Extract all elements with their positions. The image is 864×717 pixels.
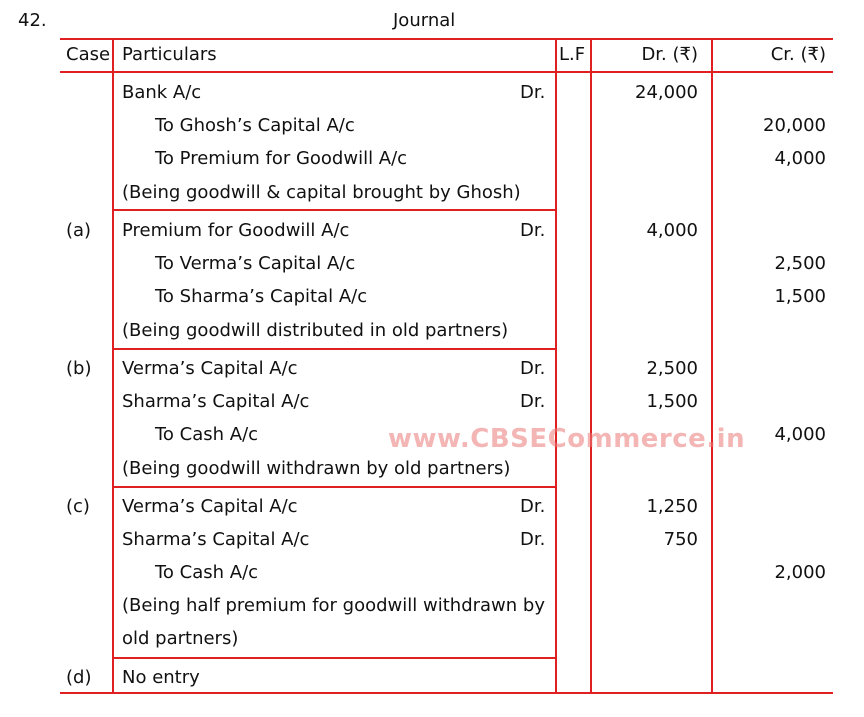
dr-marker: Dr.: [520, 496, 546, 517]
account-debit: Verma’s Capital A/c: [122, 358, 298, 379]
account-debit: Bank A/c: [122, 82, 202, 103]
account-credit: To Cash A/c: [155, 424, 259, 445]
header-lf: L.F: [559, 44, 586, 65]
case-label: (b): [66, 358, 92, 379]
debit-amount: 4,000: [646, 220, 698, 241]
account-debit: Verma’s Capital A/c: [122, 496, 298, 517]
dr-marker: Dr.: [520, 358, 546, 379]
debit-amount: 1,500: [646, 391, 698, 412]
credit-amount: 4,000: [774, 424, 826, 445]
header-case: Case: [66, 44, 111, 65]
debit-amount: 1,250: [646, 496, 698, 517]
narration: (Being goodwill distributed in old partners): [122, 320, 509, 341]
dr-marker: Dr.: [520, 529, 546, 550]
credit-amount: 2,500: [774, 253, 826, 274]
credit-amount: 1,500: [774, 286, 826, 307]
journal-title: Journal: [393, 10, 456, 31]
dr-marker: Dr.: [520, 220, 546, 241]
credit-amount: 4,000: [774, 148, 826, 169]
credit-amount: 20,000: [763, 115, 826, 136]
dr-marker: Dr.: [520, 391, 546, 412]
debit-amount: 2,500: [646, 358, 698, 379]
narration: (Being goodwill withdrawn by old partners): [122, 458, 511, 479]
account-debit: Sharma’s Capital A/c: [122, 529, 310, 550]
account-credit: To Sharma’s Capital A/c: [155, 286, 368, 307]
case-label: (a): [66, 220, 92, 241]
question-number: 42.: [18, 10, 47, 31]
narration: old partners): [122, 628, 239, 649]
debit-amount: 24,000: [635, 82, 698, 103]
debit-amount: 750: [663, 529, 698, 550]
watermark: www.CBSECommerce.in: [388, 424, 746, 454]
account-credit: To Verma’s Capital A/c: [155, 253, 356, 274]
narration: (Being goodwill & capital brought by Ghosh): [122, 182, 521, 203]
account-debit: Premium for Goodwill A/c: [122, 220, 350, 241]
dr-marker: Dr.: [520, 82, 546, 103]
no-entry-text: No entry: [122, 667, 200, 688]
case-label: (d): [66, 667, 92, 688]
account-credit: To Ghosh’s Capital A/c: [155, 115, 355, 136]
credit-amount: 2,000: [774, 562, 826, 583]
header-cr: Cr. (₹): [770, 44, 826, 65]
narration: (Being half premium for goodwill withdrawn by: [122, 595, 545, 616]
account-credit: To Premium for Goodwill A/c: [155, 148, 408, 169]
header-dr: Dr. (₹): [641, 44, 698, 65]
account-debit: Sharma’s Capital A/c: [122, 391, 310, 412]
account-credit: To Cash A/c: [155, 562, 259, 583]
case-label: (c): [66, 496, 90, 517]
header-particulars: Particulars: [122, 44, 217, 65]
